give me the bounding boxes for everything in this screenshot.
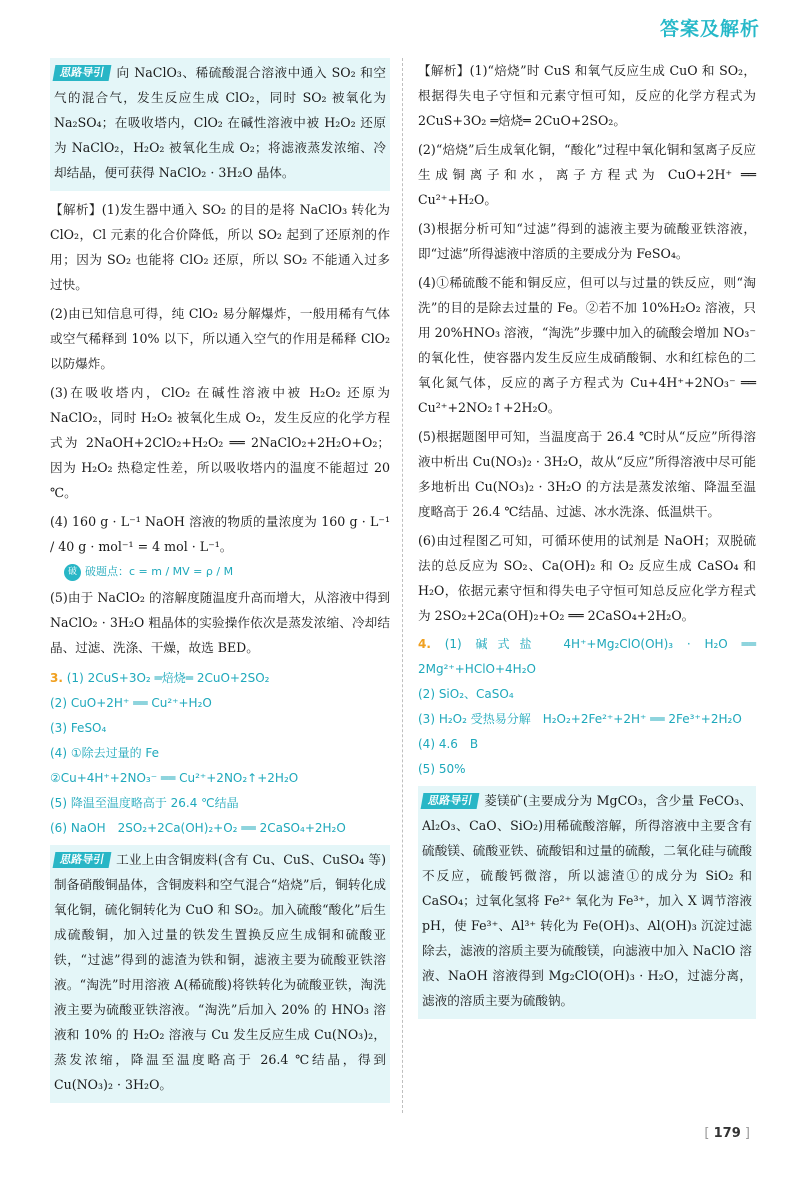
analysis-paragraph: (3)在吸收塔内，ClO₂ 在碱性溶液中被 H₂O₂ 还原为 NaClO₂，同时 H₂O₂ 被氧化生成 O₂，发生反应的化学方程式为 2NaOH+2ClO₂+H₂O₂ ══ 2NaClO₂+2H₂O+O₂；因为 H₂O₂ 热稳定性差，所以吸收塔内的温度不能超过 20 ℃。 <box>50 385 390 500</box>
analysis-paragraph: (2)由已知信息可得，纯 ClO₂ 易分解爆炸，一般用稀有气体或空气稀释到 10% 以下，所以通入空气的作用是稀释 ClO₂ 以防爆炸。 <box>50 306 390 371</box>
hint-box <box>50 58 390 191</box>
left-column <box>50 58 390 1109</box>
analysis-paragraph: (2)“焙烧”后生成氧化铜，“酸化”过程中氧化铜和氢离子反应生成铜离子和水，离子方程式为 CuO+2H⁺ ══ Cu²⁺+H₂O。 <box>418 142 756 207</box>
answer-line: (4) ①除去过量的 Fe <box>50 745 160 760</box>
hint-tag: 思路导引 <box>53 65 112 81</box>
hint-box <box>418 786 756 1019</box>
answer-block-q4 <box>418 632 756 782</box>
hint-box <box>50 845 390 1103</box>
answer-line: (5) 降温至温度略高于 26.4 ℃结晶 <box>50 795 239 810</box>
answer-line: (3) H₂O₂ 受热易分解 H₂O₂+2Fe²⁺+2H⁺ ══ 2Fe³⁺+2H₂O <box>418 712 742 726</box>
answer-line: (2) CuO+2H⁺ ══ Cu²⁺+H₂O <box>50 695 212 710</box>
answer-line: (5) 50% <box>418 762 466 776</box>
analysis-paragraph: 【解析】(1)“焙烧”时 CuS 和氧气反应生成 CuO 和 SO₂，根据得失电子守恒和元素守恒可知，反应的化学方程式为 2CuS+3O₂ ═焙烧═ 2CuO+2SO₂。 <box>418 63 756 128</box>
hint-tag: 思路导引 <box>421 793 480 809</box>
hint-text: 菱镁矿(主要成分为 MgCO₃，含少量 FeCO₃、Al₂O₃、CaO、SiO₂)用稀硫酸溶解，所得溶液中主要含有硫酸镁、硫酸亚铁、硫酸铝和过量的硫酸，二氧化硅与硫酸不反应，硫酸钙微溶，所以滤渣①的成分为 SiO₂ 和 CaSO₄；过氧化氢将 Fe²⁺ 氧化为 Fe³⁺，加入 X 调节溶液 pH，使 Fe³⁺、Al³⁺ 转化为 Fe(OH)₃、Al(OH)₃ 沉淀过滤除去，滤液的溶质主要为硫酸镁，向滤液中加入 NaClO 溶液、NaOH 溶液得到 Mg₂ClO(OH)₃ · H₂O，过滤分离，滤液的溶质主要为硫酸钠。 <box>422 793 752 1008</box>
answer-line: (3) FeSO₄ <box>50 720 107 735</box>
question-number: 4. <box>418 637 431 651</box>
hint-text: 工业上由含铜废料(含有 Cu、CuS、CuSO₄ 等)制备硝酸铜晶体，含铜废料和空气混合“焙烧”后，铜转化成氧化铜，硫化铜转化为 CuO 和 SO₂。加入硫酸“酸化”后生成硫酸铜，加入过量的铁发生置换反应生成铜和硫酸亚铁，“过滤”得到的滤渣为铁和铜，滤液主要为硫酸亚铁溶液。“淘洗”时用溶液 A(稀硫酸)将铁转化为硫酸亚铁，淘洗液主要为硫酸亚铁溶液。“淘洗”后加入 20% 的 HNO₃ 溶液和 10% 的 H₂O₂ 溶液与 Cu 发生反应生成 Cu(NO₃)₂，蒸发浓缩，降温至温度略高于 26.4 ℃结晶，得到 Cu(NO₃)₂ · 3H₂O。 <box>54 851 386 1092</box>
key-point-icon: 破 <box>64 564 81 581</box>
analysis-paragraph: 【解析】(1)发生器中通入 SO₂ 的目的是将 NaClO₃ 转化为 ClO₂，Cl 元素的化合价降低，所以 SO₂ 起到了还原剂的作用；因为 SO₂ 也能将 ClO₂ 还原，所以 SO₂ 不能通入过多过快。 <box>50 202 390 292</box>
answer-line: ②Cu+4H⁺+2NO₃⁻ ══ Cu²⁺+2NO₂↑+2H₂O <box>50 770 299 785</box>
answer-block-q3 <box>50 666 390 841</box>
analysis-paragraph: (6)由过程图乙可知，可循环使用的试剂是 NaOH；双脱硫法的总反应为 SO₂、Ca(OH)₂ 和 O₂ 反应生成 CaSO₄ 和 H₂O，依据元素守恒和得失电子守恒可知总反应化学方程式为 2SO₂+2Ca(OH)₂+O₂ ══ 2CaSO₄+2H₂O。 <box>418 533 756 623</box>
page-number: [ 179 ] <box>704 1126 750 1141</box>
right-column <box>418 58 756 1025</box>
formula-note <box>64 563 390 581</box>
hint-tag: 思路导引 <box>53 852 112 868</box>
answer-line: (4) 4.6 B <box>418 737 479 751</box>
analysis-paragraph: (4)①稀硫酸不能和铜反应，但可以与过量的铁反应，则“淘洗”的目的是除去过量的 Fe。②若不加 10%H₂O₂ 溶液，只用 20%HNO₃ 溶液，“淘洗”步骤中加入的硫酸会增加 NO₃⁻ 的氧化性，使容器内发生反应生成硝酸铜、水和红棕色的二氧化氮气体，反应的离子方程式为 Cu+4H⁺+2NO₃⁻ ══ Cu²⁺+2NO₂↑+2H₂O。 <box>418 275 756 415</box>
answer-line: (6) NaOH 2SO₂+2Ca(OH)₂+O₂ ══ 2CaSO₄+2H₂O <box>50 820 346 835</box>
hint-text: 向 NaClO₃、稀硫酸混合溶液中通入 SO₂ 和空气的混合气，发生反应生成 ClO₂，同时 SO₂ 被氧化为 Na₂SO₄；在吸收塔内，ClO₂ 在碱性溶液中被 H₂O₂ 还原为 NaClO₂，H₂O₂ 被氧化生成 O₂；将滤液蒸发浓缩、冷却结晶，便可获得 NaClO₂ · 3H₂O 晶体。 <box>54 65 386 180</box>
analysis-paragraph: (5)根据题图甲可知，当温度高于 26.4 ℃时从“反应”所得溶液中析出 Cu(NO₃)₂ · 3H₂O，故从“反应”所得溶液中尽可能多地析出 Cu(NO₃)₂ · 3H₂O 的方法是蒸发浓缩、降温至温度略高于 26.4 ℃结晶、过滤、冰水洗涤、低温烘干。 <box>418 429 756 519</box>
question-number: 3. <box>50 670 63 685</box>
answer-line: (1) 2CuS+3O₂ ═焙烧═ 2CuO+2SO₂ <box>66 670 270 685</box>
page-header-title: 答案及解析 <box>659 18 760 40</box>
answer-line: (1) 碱式盐 4H⁺+Mg₂ClO(OH)₃ · H₂O ══ 2Mg²⁺+HClO+4H₂O <box>418 637 756 676</box>
analysis-paragraph: (4) 160 g · L⁻¹ NaOH 溶液的物质的量浓度为 160 g · L⁻¹ / 40 g · mol⁻¹ = 4 mol · L⁻¹。 <box>50 514 390 554</box>
column-divider <box>402 58 403 1113</box>
answer-line: (2) SiO₂、CaSO₄ <box>418 687 514 701</box>
analysis-paragraph: (5)由于 NaClO₂ 的溶解度随温度升高而增大，从溶液中得到 NaClO₂ · 3H₂O 粗晶体的实验操作依次是蒸发浓缩、冷却结晶、过滤、洗涤、干燥，故选 BED。 <box>50 589 390 655</box>
note-text: 破题点：c = m / MV = ρ / M <box>85 565 234 578</box>
analysis-paragraph: (3)根据分析可知“过滤”得到的滤液主要为硫酸亚铁溶液，即“过滤”所得滤液中溶质的主要成分为 FeSO₄。 <box>418 221 756 261</box>
page-number-value: 179 <box>713 1126 741 1141</box>
